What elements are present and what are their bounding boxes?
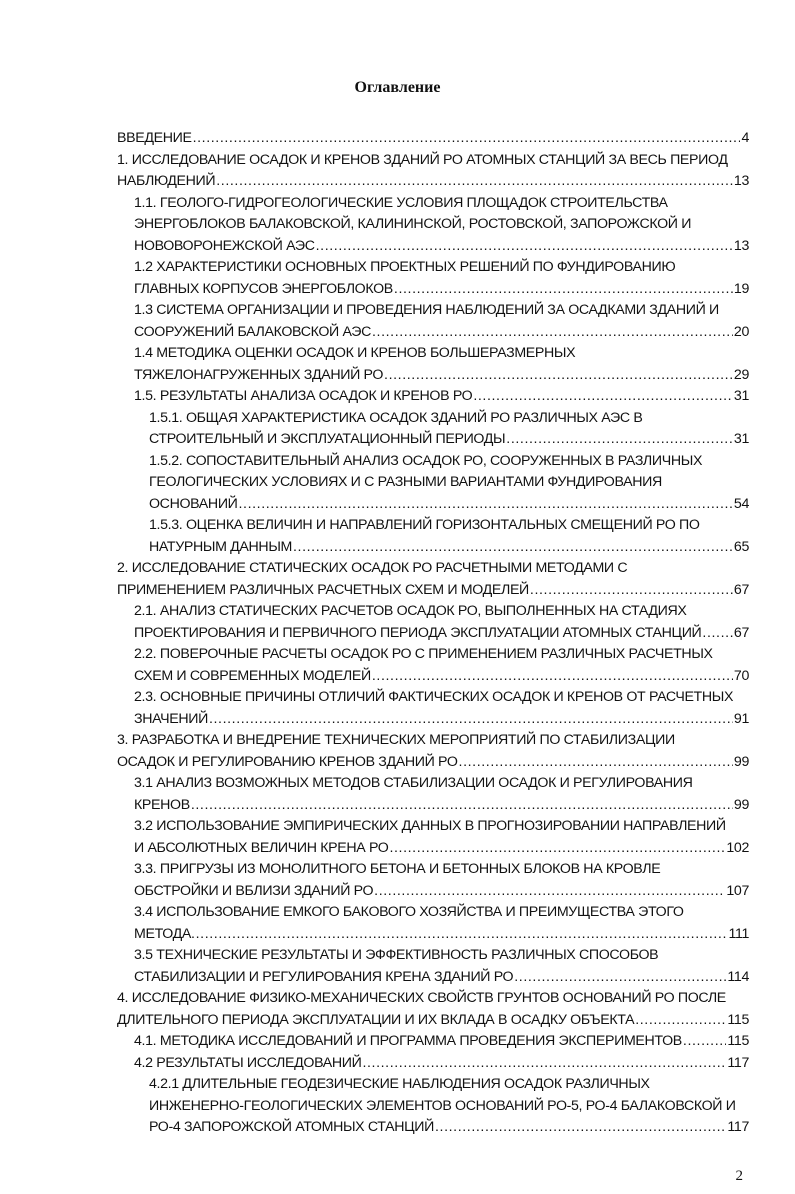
dot-leader bbox=[362, 1053, 726, 1075]
toc-page-number: 31 bbox=[733, 431, 749, 447]
toc-entry[interactable] bbox=[117, 773, 749, 816]
dot-leader bbox=[372, 322, 733, 344]
toc-entry-line: 3.4 ИСПОЛЬЗОВАНИЕ ЕМКОГО БАКОВОГО ХОЗЯЙСТВА И ПРЕИМУЩЕСТВА ЭТОГО bbox=[134, 904, 684, 920]
toc-page-number: 13 bbox=[733, 237, 749, 254]
toc-page-number: 111 bbox=[728, 925, 749, 942]
toc-entry-text: НАБЛЮДЕНИЙ bbox=[117, 173, 216, 189]
toc-entry-line: 1.5.1. ОБЩАЯ ХАРАКТЕРИСТИКА ОСАДОК ЗДАНИЙ РО РАЗЛИЧНЫХ АЭС В bbox=[149, 409, 643, 426]
dot-leader bbox=[435, 1117, 726, 1139]
toc-entry-text: НАТУРНЫМ ДАННЫМ bbox=[149, 538, 292, 555]
toc-entry-text: 1.5. РЕЗУЛЬТАТЫ АНАЛИЗА ОСАДОК И КРЕНОВ РО bbox=[134, 388, 473, 404]
toc-entry[interactable] bbox=[117, 343, 749, 386]
toc-page-number: 31 bbox=[733, 388, 749, 404]
toc-page-number: 91 bbox=[733, 710, 749, 727]
toc-page-number: 102 bbox=[726, 839, 749, 856]
toc-entry-line: 4.2.1 ДЛИТЕЛЬНЫЕ ГЕОДЕЗИЧЕСКИЕ НАБЛЮДЕНИЯ ОСАДОК РАЗЛИЧНЫХ bbox=[149, 1076, 650, 1092]
toc-entry-text: И АБСОЛЮТНЫХ ВЕЛИЧИН КРЕНА РО bbox=[134, 839, 389, 856]
toc-entry-final-line bbox=[117, 171, 749, 193]
toc-entry-line: 2.2. ПОВЕРОЧНЫЕ РАСЧЕТЫ ОСАДОК РО С ПРИМЕНЕНИЕМ РАЗЛИЧНЫХ РАСЧЕТНЫХ bbox=[134, 646, 713, 662]
toc-entry-text: КРЕНОВ bbox=[134, 796, 190, 813]
toc-entry-line: ГЕОЛОГИЧЕСКИХ УСЛОВИЯХ И С РАЗНЫМИ ВАРИАНТАМИ ФУНДИРОВАНИЯ bbox=[149, 474, 662, 490]
toc-entry-line: 1.5.3. ОЦЕНКА ВЕЛИЧИН И НАПРАВЛЕНИЙ ГОРИЗОНТАЛЬНЫХ СМЕЩЕНИЙ РО ПО bbox=[149, 517, 700, 533]
toc-entry-final-line bbox=[134, 924, 749, 946]
toc-entry[interactable] bbox=[117, 1074, 749, 1139]
toc-entry-final-line bbox=[134, 1053, 749, 1075]
dot-leader bbox=[239, 494, 733, 516]
toc-entry-line: 3.3. ПРИГРУЗЫ ИЗ МОНОЛИТНОГО БЕТОНА И БЕТОННЫХ БЛОКОВ НА КРОВЛЕ bbox=[134, 861, 661, 877]
dot-leader bbox=[459, 752, 733, 774]
toc-entry-final-line bbox=[117, 752, 749, 774]
dot-leader bbox=[530, 580, 733, 602]
toc-title: Оглавление bbox=[354, 79, 441, 96]
page-number: 2 bbox=[735, 1168, 743, 1184]
toc-entry-text: РО-4 ЗАПОРОЖСКОЙ АТОМНЫХ СТАНЦИЙ bbox=[149, 1119, 435, 1135]
dot-leader bbox=[316, 236, 733, 258]
dot-leader bbox=[216, 171, 733, 193]
dot-leader bbox=[372, 666, 733, 688]
toc-page-number: 67 bbox=[733, 581, 749, 598]
toc-entry[interactable] bbox=[117, 150, 749, 193]
toc-entry-final-line bbox=[134, 365, 749, 387]
toc-entry[interactable] bbox=[117, 687, 749, 730]
toc-page-number: 115 bbox=[727, 1033, 749, 1049]
toc-page-number: 65 bbox=[733, 538, 749, 555]
toc-entry[interactable] bbox=[117, 945, 749, 988]
toc-entry-final-line bbox=[134, 838, 749, 860]
toc-entry-final-line bbox=[117, 1010, 749, 1032]
toc-entry[interactable] bbox=[117, 859, 749, 902]
toc-entry-line: 3.1 АНАЛИЗ ВОЗМОЖНЫХ МЕТОДОВ СТАБИЛИЗАЦИИ ОСАДОК И РЕГУЛИРОВАНИЯ bbox=[134, 775, 693, 791]
toc-entry[interactable] bbox=[117, 128, 749, 150]
toc-entry-text: 4.1. МЕТОДИКА ИССЛЕДОВАНИЙ И ПРОГРАММА ПРОВЕДЕНИЯ ЭКСПЕРИМЕНТОВ bbox=[134, 1033, 682, 1049]
toc-entry-text: ОСАДОК И РЕГУЛИРОВАНИЮ КРЕНОВ ЗДАНИЙ РО bbox=[117, 753, 458, 770]
toc-entry-text: ОБСТРОЙКИ И ВБЛИЗИ ЗДАНИЙ РО bbox=[134, 882, 374, 899]
toc-entry-text: СТРОИТЕЛЬНЫЙ И ЭКСПЛУАТАЦИОННЫЙ ПЕРИОДЫ bbox=[149, 431, 506, 447]
toc-entry-line: 4. ИССЛЕДОВАНИЕ ФИЗИКО-МЕХАНИЧЕСКИХ СВОЙСТВ ГРУНТОВ ОСНОВАНИЙ РО ПОСЛЕ bbox=[117, 990, 726, 1006]
toc-page-number: 67 bbox=[733, 624, 749, 641]
toc-entry-final-line bbox=[149, 1117, 749, 1139]
dot-leader bbox=[209, 709, 733, 731]
toc-entry[interactable] bbox=[117, 988, 749, 1031]
toc-entry[interactable] bbox=[117, 257, 749, 300]
toc-page-number: 115 bbox=[727, 1011, 749, 1028]
dot-leader bbox=[514, 967, 726, 989]
toc-entry[interactable] bbox=[117, 451, 749, 516]
toc-entry-line: 1. ИССЛЕДОВАНИЕ ОСАДОК И КРЕНОВ ЗДАНИЙ РО АТОМНЫХ СТАНЦИЙ ЗА ВЕСЬ ПЕРИОД bbox=[117, 151, 728, 168]
dot-leader bbox=[389, 838, 725, 860]
dot-leader bbox=[293, 537, 733, 559]
toc-entry-final-line bbox=[149, 429, 749, 451]
dot-leader bbox=[635, 1010, 726, 1032]
toc-entry[interactable] bbox=[117, 1031, 749, 1053]
toc-entry-text: ЗНАЧЕНИЙ bbox=[134, 710, 208, 727]
toc-entry[interactable] bbox=[117, 558, 749, 601]
toc-entry-line: 3.2 ИСПОЛЬЗОВАНИЕ ЭМПИРИЧЕСКИХ ДАННЫХ В ПРОГНОЗИРОВАНИИ НАПРАВЛЕНИЙ bbox=[134, 818, 726, 834]
dot-leader bbox=[683, 1031, 727, 1053]
toc-entry-final-line bbox=[117, 580, 749, 602]
toc-entry[interactable] bbox=[117, 601, 749, 644]
toc-page-number: 29 bbox=[733, 366, 749, 383]
toc-entry[interactable] bbox=[117, 408, 749, 451]
toc-entry[interactable] bbox=[117, 386, 749, 408]
dot-leader bbox=[394, 279, 733, 301]
toc-entry[interactable] bbox=[117, 1053, 749, 1075]
toc-entry-text: ТЯЖЕЛОНАГРУЖЕННЫХ ЗДАНИЙ РО bbox=[134, 366, 384, 383]
toc-entry-text: ГЛАВНЫХ КОРПУСОВ ЭНЕРГОБЛОКОВ bbox=[134, 280, 393, 297]
dot-leader bbox=[506, 429, 733, 451]
toc-entry-final-line bbox=[134, 623, 749, 645]
toc-page-number: 54 bbox=[733, 495, 749, 512]
toc-entry-line: 1.4 МЕТОДИКА ОЦЕНКИ ОСАДОК И КРЕНОВ БОЛЬШЕРАЗМЕРНЫХ bbox=[134, 345, 576, 361]
toc-entry-line: 2.1. АНАЛИЗ СТАТИЧЕСКИХ РАСЧЕТОВ ОСАДОК РО, ВЫПОЛНЕННЫХ НА СТАДИЯХ bbox=[134, 603, 687, 619]
toc-entry-final-line bbox=[134, 279, 749, 301]
toc-entry-text: ВВЕДЕНИЕ bbox=[117, 130, 192, 146]
toc-entry-text: СХЕМ И СОВРЕМЕННЫХ МОДЕЛЕЙ bbox=[134, 667, 371, 684]
toc-entry-final-line bbox=[134, 666, 749, 688]
dot-leader bbox=[473, 386, 733, 408]
dot-leader bbox=[374, 881, 725, 903]
toc-page-number: 99 bbox=[733, 753, 749, 770]
toc-page-number: 20 bbox=[733, 323, 749, 340]
toc-entry-final-line bbox=[149, 494, 749, 516]
dot-leader bbox=[384, 365, 733, 387]
toc-entry-line: ИНЖЕНЕРНО-ГЕОЛОГИЧЕСКИХ ЭЛЕМЕНТОВ ОСНОВАНИЙ РО-5, РО-4 БАЛАКОВСКОЙ И bbox=[149, 1097, 736, 1114]
toc-page-number: 107 bbox=[726, 882, 749, 899]
toc-entry-text: НОВОВОРОНЕЖСКОЙ АЭС bbox=[134, 237, 315, 254]
toc-entry[interactable] bbox=[117, 193, 749, 258]
toc-page-number: 19 bbox=[733, 280, 749, 297]
toc-page-number: 13 bbox=[733, 173, 749, 189]
toc-entry-text: ДЛИТЕЛЬНОГО ПЕРИОДА ЭКСПЛУАТАЦИИ И ИХ ВКЛАДА В ОСАДКУ ОБЪЕКТА bbox=[117, 1011, 635, 1028]
toc-entry-final-line bbox=[134, 795, 749, 817]
toc-page-number: 117 bbox=[727, 1054, 749, 1071]
toc-entry-line: ЭНЕРГОБЛОКОВ БАЛАКОВСКОЙ, КАЛИНИНСКОЙ, РОСТОВСКОЙ, ЗАПОРОЖСКОЙ И bbox=[134, 216, 692, 232]
toc-entry[interactable] bbox=[117, 515, 749, 558]
toc-entry[interactable] bbox=[117, 730, 749, 773]
toc-entry-line: 3.5 ТЕХНИЧЕСКИЕ РЕЗУЛЬТАТЫ И ЭФФЕКТИВНОСТЬ РАЗЛИЧНЫХ СПОСОБОВ bbox=[134, 947, 659, 963]
dot-leader bbox=[702, 623, 733, 645]
dot-leader bbox=[193, 128, 741, 150]
toc-entry-final-line bbox=[134, 709, 749, 731]
toc-entry-line: 1.2 ХАРАКТЕРИСТИКИ ОСНОВНЫХ ПРОЕКТНЫХ РЕШЕНИЙ ПО ФУНДИРОВАНИЮ bbox=[134, 259, 676, 275]
toc-entry-text: СООРУЖЕНИЙ БАЛАКОВСКОЙ АЭС bbox=[134, 323, 372, 340]
toc-entry-line: 1.3 СИСТЕМА ОРГАНИЗАЦИИ И ПРОВЕДЕНИЯ НАБЛЮДЕНИЙ ЗА ОСАДКАМИ ЗДАНИЙ И bbox=[134, 302, 719, 318]
toc-entry-line: 3. РАЗРАБОТКА И ВНЕДРЕНИЕ ТЕХНИЧЕСКИХ МЕРОПРИЯТИЙ ПО СТАБИЛИЗАЦИИ bbox=[117, 732, 675, 748]
table-of-contents bbox=[117, 128, 749, 1139]
toc-entry-final-line bbox=[134, 881, 749, 903]
toc-page-number: 4 bbox=[741, 130, 749, 146]
toc-entry[interactable] bbox=[117, 902, 749, 945]
toc-entry-text: ПРИМЕНЕНИЕМ РАЗЛИЧНЫХ РАСЧЕТНЫХ СХЕМ И МОДЕЛЕЙ bbox=[117, 581, 529, 598]
toc-entry-line: 2. ИССЛЕДОВАНИЕ СТАТИЧЕСКИХ ОСАДОК РО РАСЧЕТНЫМИ МЕТОДАМИ С bbox=[117, 560, 628, 576]
toc-page-number: 114 bbox=[727, 968, 749, 985]
toc-entry[interactable] bbox=[117, 300, 749, 343]
toc-entry-text: СТАБИЛИЗАЦИИ И РЕГУЛИРОВАНИЯ КРЕНА ЗДАНИЙ РО bbox=[134, 968, 514, 985]
toc-entry-final-line bbox=[134, 236, 749, 258]
toc-page-number: 117 bbox=[727, 1119, 749, 1135]
toc-entry-text: МЕТОДА. bbox=[134, 925, 195, 942]
toc-entry-line: 2.3. ОСНОВНЫЕ ПРИЧИНЫ ОТЛИЧИЙ ФАКТИЧЕСКИХ ОСАДОК И КРЕНОВ ОТ РАСЧЕТНЫХ bbox=[134, 689, 734, 705]
toc-entry-line: 1.1. ГЕОЛОГО-ГИДРОГЕОЛОГИЧЕСКИЕ УСЛОВИЯ ПЛОЩАДОК СТРОИТЕЛЬСТВА bbox=[134, 194, 668, 211]
toc-entry-final-line bbox=[134, 967, 749, 989]
toc-entry-text: ПРОЕКТИРОВАНИЯ И ПЕРВИЧНОГО ПЕРИОДА ЭКСПЛУАТАЦИИ АТОМНЫХ СТАНЦИЙ bbox=[134, 624, 702, 641]
toc-entry-final-line bbox=[149, 537, 749, 559]
toc-entry-text: 4.2 РЕЗУЛЬТАТЫ ИССЛЕДОВАНИЙ bbox=[134, 1054, 362, 1071]
toc-entry-final-line bbox=[134, 1031, 749, 1053]
toc-entry-final-line bbox=[117, 128, 749, 150]
toc-entry-line: 1.5.2. СОПОСТАВИТЕЛЬНЫЙ АНАЛИЗ ОСАДОК РО, СООРУЖЕННЫХ В РАЗЛИЧНЫХ bbox=[149, 452, 703, 469]
toc-page-number: 99 bbox=[733, 796, 749, 813]
toc-entry-text: ОСНОВАНИЙ bbox=[149, 495, 238, 512]
toc-page-number: 70 bbox=[733, 667, 749, 684]
toc-entry[interactable] bbox=[117, 816, 749, 859]
dot-leader bbox=[196, 924, 728, 946]
toc-entry-final-line bbox=[134, 322, 749, 344]
toc-entry-final-line bbox=[134, 386, 749, 408]
dot-leader bbox=[191, 795, 733, 817]
toc-entry[interactable] bbox=[117, 644, 749, 687]
